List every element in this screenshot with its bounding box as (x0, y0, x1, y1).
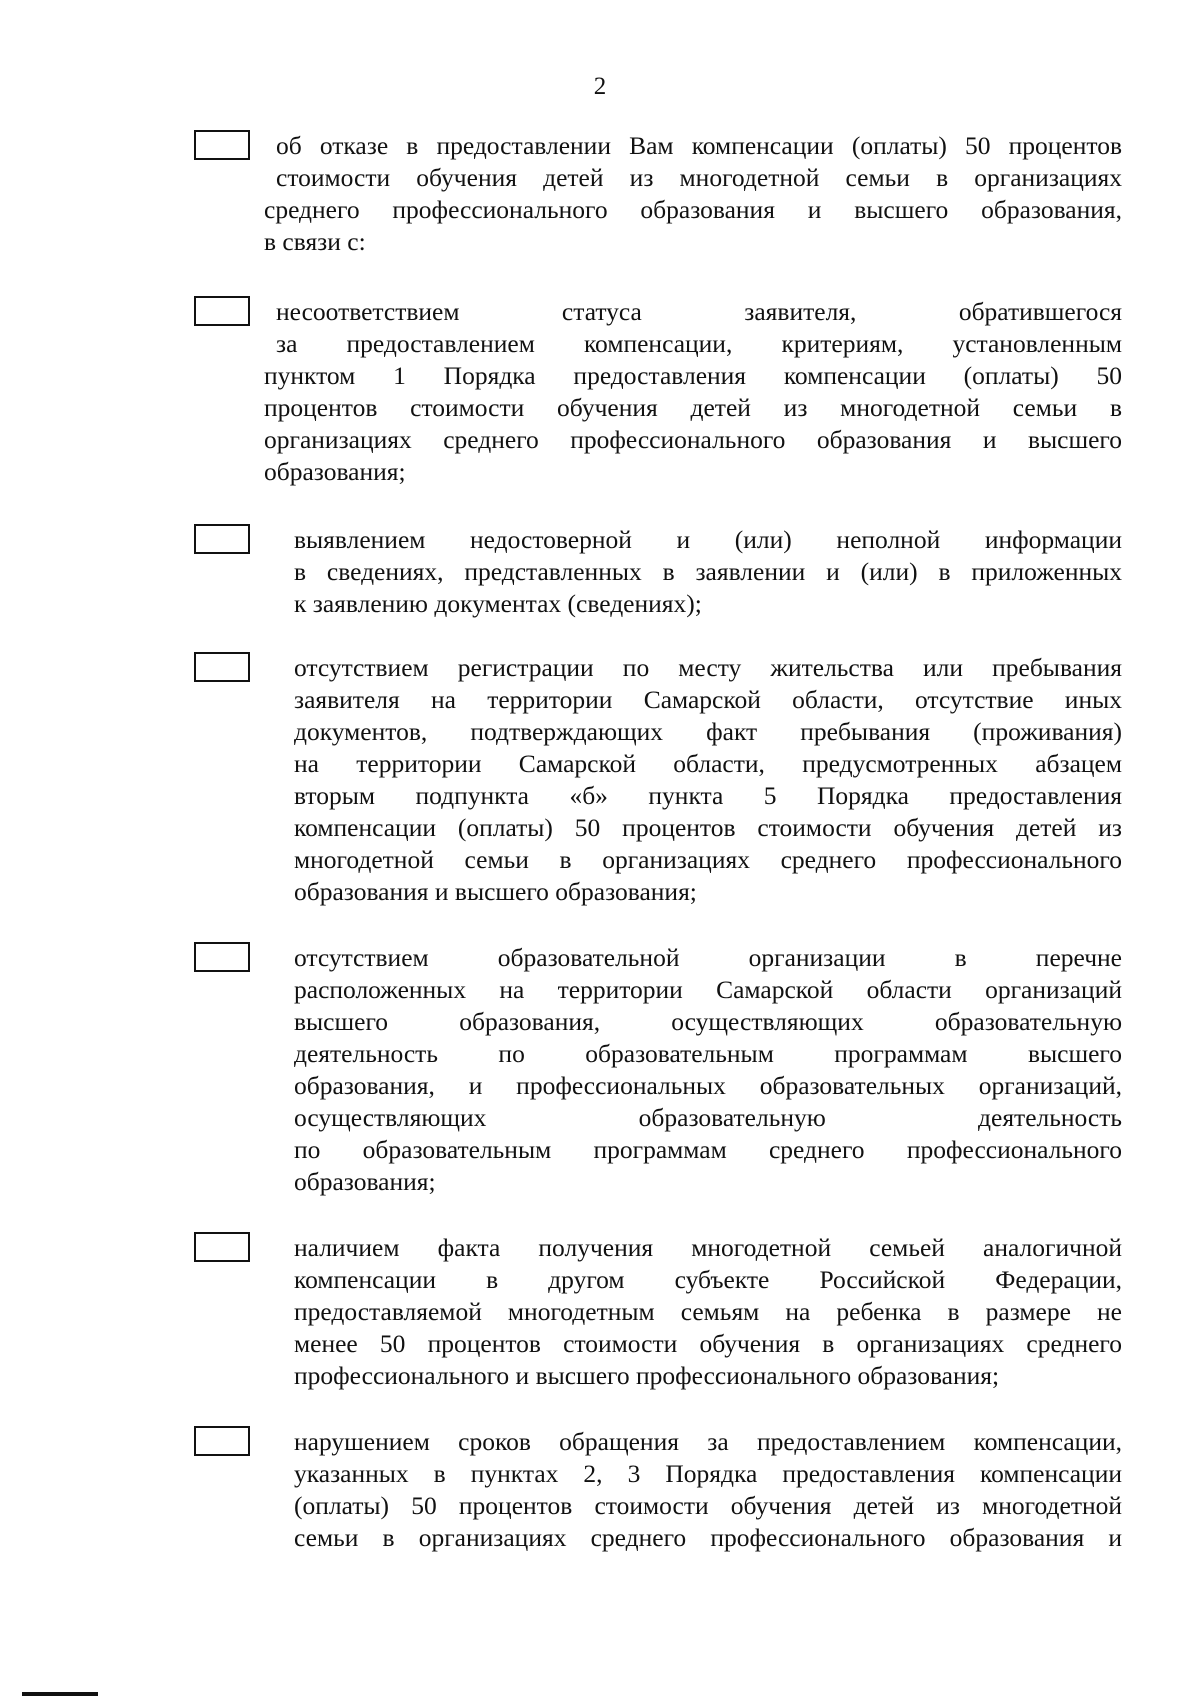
text-line: за предоставлением компенсации, критериям, установленным (276, 329, 1122, 358)
text-line: на территории Самарской области, предусмотренных абзацем (294, 749, 1122, 778)
text-line: образования; (294, 1167, 436, 1196)
text-line: менее 50 процентов стоимости обучения в организациях среднего (294, 1329, 1122, 1358)
checkbox-no-organization[interactable] (194, 942, 250, 972)
text-line: компенсации в другом субъекте Российской Федерации, (294, 1265, 1122, 1294)
checkbox-similar-compensation[interactable] (194, 1232, 250, 1262)
text-line: в сведениях, представленных в заявлении и (или) в приложенных (294, 557, 1122, 586)
checkbox-false-information[interactable] (194, 524, 250, 554)
checkbox-refusal[interactable] (194, 130, 250, 160)
text-line: пунктом 1 Порядка предоставления компенсации (оплаты) 50 (264, 361, 1122, 390)
text-line: по образовательным программам среднего профессионального (294, 1135, 1122, 1164)
paragraph-similar-compensation (294, 1232, 1122, 1392)
text-line: вторым подпункта «б» пункта 5 Порядка предоставления (294, 781, 1122, 810)
text-line: об отказе в предоставлении Вам компенсации (оплаты) 50 процентов (276, 131, 1122, 160)
text-line: к заявлению документах (сведениях); (294, 589, 702, 618)
text-line: отсутствием образовательной организации в перечне (294, 943, 1122, 972)
text-line: образования, и профессиональных образовательных организаций, (294, 1071, 1122, 1100)
scan-corner-mark (22, 1692, 98, 1696)
text-line: образования; (264, 457, 406, 486)
text-line: документов, подтверждающих факт пребывания (проживания) (294, 717, 1122, 746)
text-line: заявителя на территории Самарской области, отсутствие иных (294, 685, 1122, 714)
text-line: выявлением недостоверной и (или) неполной информации (294, 525, 1122, 554)
text-line: указанных в пунктах 2, 3 Порядка предоставления компенсации (294, 1459, 1122, 1488)
text-line: профессионального и высшего профессионального образования; (294, 1361, 1000, 1390)
text-line: стоимости обучения детей из многодетной семьи в организациях (276, 163, 1122, 192)
paragraph-status-mismatch (264, 296, 1122, 488)
text-line: организациях среднего профессионального образования и высшего (264, 425, 1122, 454)
text-line: среднего профессионального образования и высшего образования, (264, 195, 1122, 224)
checkbox-deadline-violation[interactable] (194, 1426, 250, 1456)
text-line: несоответствием статуса заявителя, обратившегося (276, 297, 1122, 326)
text-line: осуществляющих образовательную деятельность (294, 1103, 1122, 1132)
text-line: компенсации (оплаты) 50 процентов стоимости обучения детей из (294, 813, 1122, 842)
checkbox-no-registration[interactable] (194, 652, 250, 682)
page-number: 2 (593, 73, 607, 100)
text-line: отсутствием регистрации по месту жительства или пребывания (294, 653, 1122, 682)
text-line: наличием факта получения многодетной семьей аналогичной (294, 1233, 1122, 1262)
paragraph-no-organization (294, 942, 1122, 1198)
text-line: (оплаты) 50 процентов стоимости обучения детей из многодетной (294, 1491, 1122, 1520)
text-line: расположенных на территории Самарской области организаций (294, 975, 1122, 1004)
text-line: семьи в организациях среднего профессионального образования и (294, 1523, 1122, 1552)
paragraph-deadline-violation (294, 1426, 1122, 1554)
text-line: деятельность по образовательным программам высшего (294, 1039, 1122, 1068)
text-line: предоставляемой многодетным семьям на ребенка в размере не (294, 1297, 1122, 1326)
text-line: нарушением сроков обращения за предоставлением компенсации, (294, 1427, 1122, 1456)
text-line: в связи с: (264, 227, 366, 256)
paragraph-false-information (294, 524, 1122, 620)
checkbox-status-mismatch[interactable] (194, 296, 250, 326)
text-line: высшего образования, осуществляющих образовательную (294, 1007, 1122, 1036)
text-line: образования и высшего образования; (294, 877, 697, 906)
paragraph-refusal (264, 130, 1122, 258)
text-line: процентов стоимости обучения детей из многодетной семьи в (264, 393, 1122, 422)
paragraph-no-registration (294, 652, 1122, 908)
text-line: многодетной семьи в организациях среднего профессионального (294, 845, 1122, 874)
